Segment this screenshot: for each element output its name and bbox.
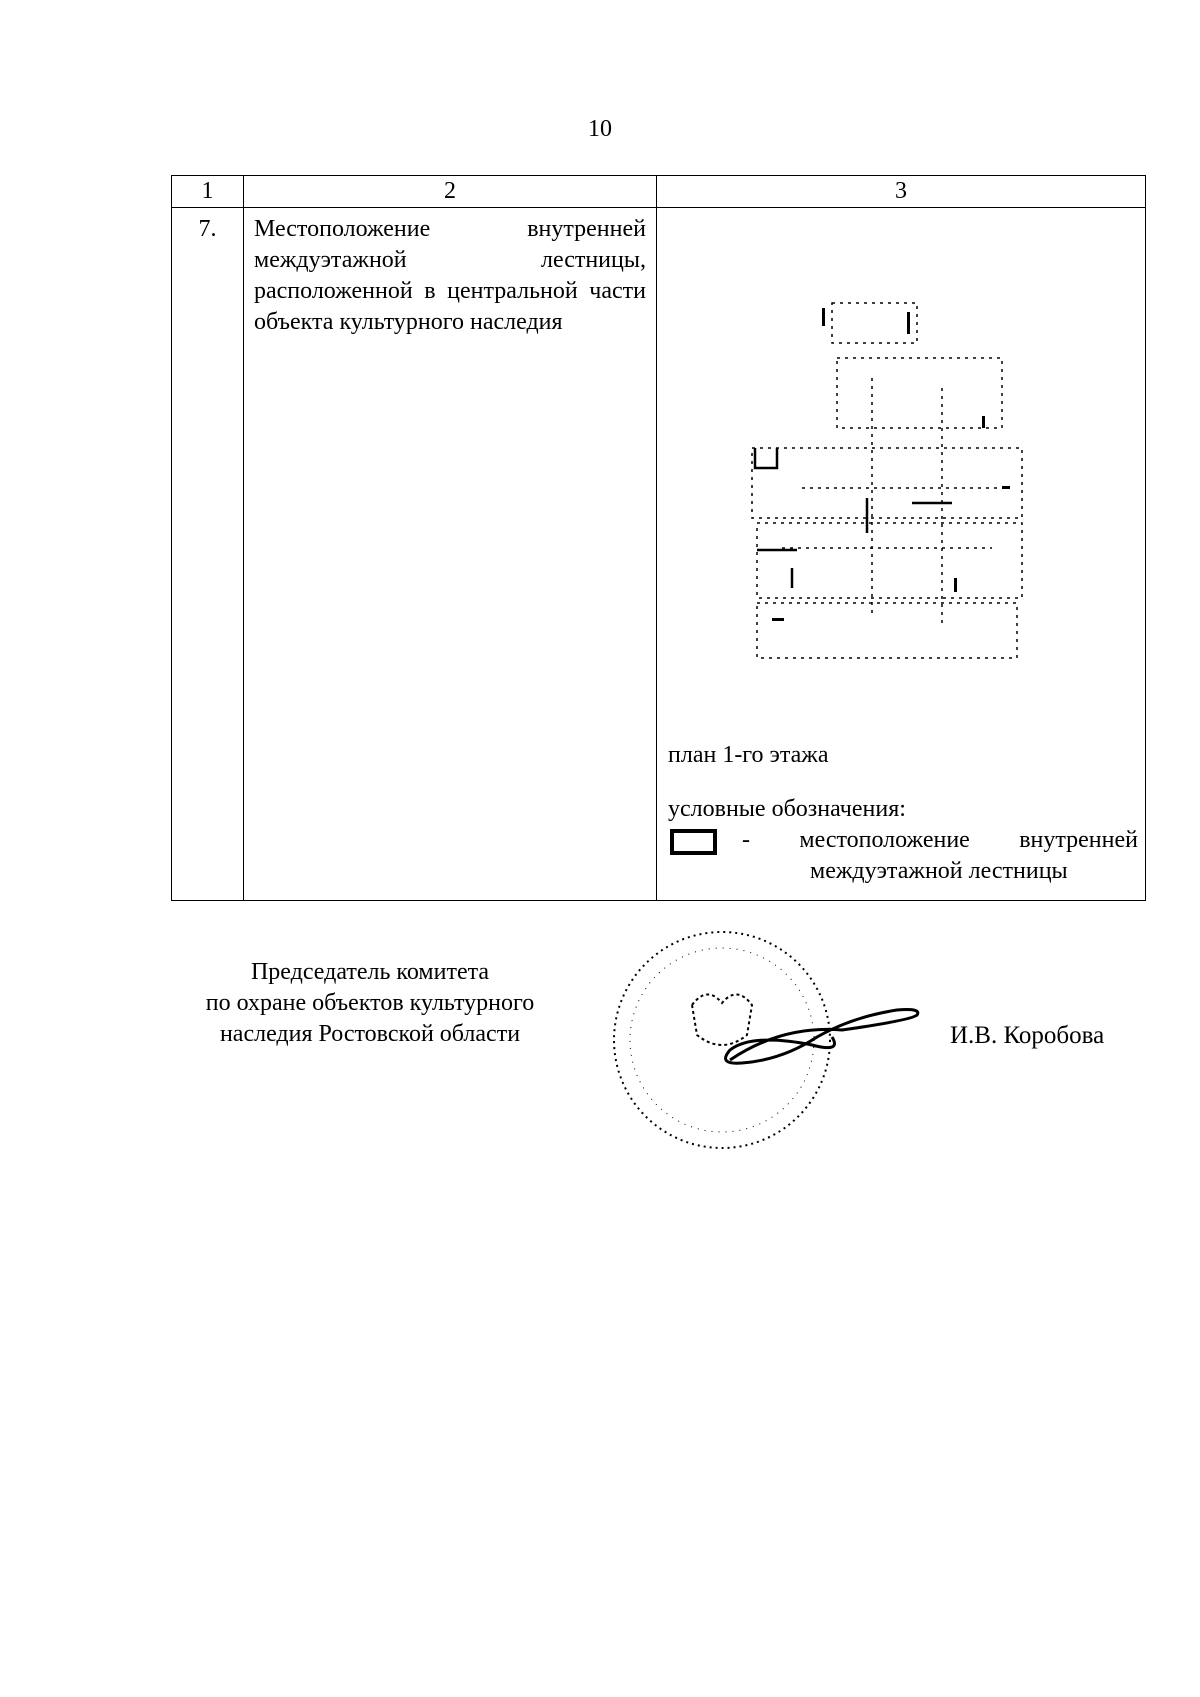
header-cell-3: 3 [657, 176, 1146, 208]
official-seal-icon [612, 925, 932, 1165]
signer-position-line3: наследия Ростовской области [219, 1021, 521, 1047]
page-number: 10 [588, 116, 612, 142]
signature-icon [726, 1010, 918, 1064]
legend-title: условные обозначения: [668, 796, 906, 822]
legend-box-icon [670, 829, 717, 855]
plan-caption: план 1-го этажа [668, 742, 829, 768]
signer-position-line1: Председатель комитета [250, 959, 490, 985]
row-description: Местоположение внутренней междуэтажной лестницы, расположенной в центральной части объекта культурного наследия [254, 216, 646, 335]
plan-cell [657, 208, 1146, 901]
table-header-row [172, 176, 1146, 208]
signer-position-line2: по охране объектов культурного [205, 990, 535, 1016]
heritage-table [171, 175, 1146, 901]
signer-name: И.В. Коробова [950, 1022, 1105, 1049]
legend-text-line2: междуэтажной лестницы [810, 858, 1068, 884]
table-row [172, 208, 1146, 901]
floor-plan-image [742, 288, 1042, 688]
signer-position [160, 957, 580, 1050]
description-cell [244, 208, 657, 901]
legend-text-line1: - местоположение внутренней [742, 827, 1138, 853]
row-number: 7. [172, 208, 244, 901]
header-cell-2: 2 [244, 176, 657, 208]
header-cell-1: 1 [172, 176, 244, 208]
